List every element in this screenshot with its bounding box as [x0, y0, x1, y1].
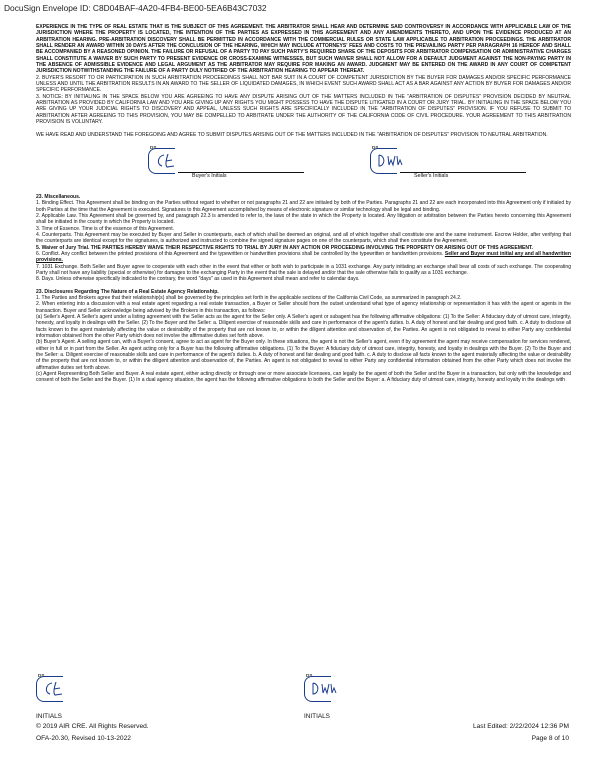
disclosures-section [36, 289, 571, 384]
seller-initials-signature-icon [376, 152, 404, 170]
seller-initials-label: Seller's Initials [414, 172, 449, 179]
buyer-initials-label: Buyer's Initials [192, 172, 227, 179]
buyer-initials-box[interactable] [148, 142, 308, 186]
arbitration-para-2: 2. BUYER'S RESORT TO OR PARTICIPATION IN SUCH ARBITRATION PROCEEDINGS SHALL NOT BAR SUIT IN A COURT OF COMPETENT JURISDICTION BY THE BUYER FOR DAMAGES AND/OR SPECIFIC PERFORMANCE UNLESS AND UNTIL THE ARBITRATION RESULTS IN AN AWARD TO THE SELLER OF LIQUIDATED DAMAGES, IN WHICH EVENT SUCH AWARD SHALL ACT AS A BAR AGAINST ANY ACTION BY BUYER FOR DAMAGES AND/OR SPECIFIC PERFORMANCE. [36, 74, 571, 94]
footer-initials-left: INITIALS [36, 713, 62, 720]
footer-seller-signature-icon [310, 680, 338, 698]
seller-initials-box[interactable] [370, 142, 530, 186]
footer-initials-right: INITIALS [304, 713, 330, 720]
arbitration-initials-row [36, 142, 571, 188]
misc-counterparts: 4. Counterparts. This Agreement may be executed by Buyer and Seller in counterparts, each of which shall be deemed an original, and all of which together shall constitute one and the same instrument. Escrow Holder, after verifying that the counterparts are identical except for the signatures, is authorized and instructed to combine the signed signature pages on one of the counterparts, which shall then constitute the Agreement. [36, 231, 571, 245]
ds-tag: DS [38, 673, 45, 678]
buyer-initials-signature-icon [154, 152, 182, 170]
misc-1031-exchange: 7. 1031 Exchange. Both Seller and Buyer agree to cooperate with each other in the event that either or both wish to participate in a 1031 exchange. Any party initiating an exchange shall bear all costs of such exchange. The cooperating Party shall not have any liability (special or otherwise) for damages to the exchanging Party in the event that the sale is delayed and/or that the sale otherwise fails to qualify as a 1031 exchange. [36, 263, 571, 276]
arbitration-bold-paragraph: EXPERIENCE IN THE TYPE OF REAL ESTATE THAT IS THE SUBJECT OF THIS AGREEMENT. THE ARBITRATOR SHALL HEAR AND DETERMINE SAID CONTROVERSY IN ACCORDANCE WITH APPLICABLE LAW OF THE JURISDICTION WHERE THE PROPERTY IS LOCATED, THE INTENTION OF THE PARTIES AS EXPRESSED IN THIS AGREEMENT AND ANY AMENDMENTS THERETO, AND UPON THE EVIDENCE PRODUCED AT AN ARBITRATION HEARING. PRE-ARBITRATION DISCOVERY SHALL BE PERMITTED IN ACCORDANCE WITH THE COMMERCIAL RULES OR STATE LAW APPLICABLE TO ARBITRATION PROCEEDINGS. THE ARBITRATOR SHALL RENDER AN AWARD WITHIN 30 DAYS AFTER THE CONCLUSION OF THE HEARING, WHICH MAY INCLUDE ATTORNEYS' FEES AND COSTS TO THE PREVAILING PARTY PER PARAGRAPH 16 HEREOF AND SHALL BE ACCOMPANIED BY A REASONED OPINION. THE FAILURE OR REFUSAL OF A PARTY TO PAY SUCH PARTY'S REQUIRED SHARE OF THE DEPOSITS FOR ARBITRATOR COMPENSATION OR ADMINISTRATIVE CHARGES SHALL CONSTITUTE A WAIVER BY SUCH PARTY TO PRESENT EVIDENCE OR CROSS-EXAMINE WITNESSES, BUT SUCH WAIVER SHALL NOT ALLOW FOR A DEFAULT JUDGMENT AGAINST THE NON-PAYING PARTY IN THE ABSENCE OF ADMISSIBLE EVIDENCE AND LEGAL ARGUMENT AS THE ARBITRATOR MAY REQUIRE FOR MAKING AN AWARD. JUDGMENT MAY BE ENTERED ON THE AWARD IN ANY COURT OF COMPETENT JURISDICTION NOTWITHSTANDING THE FAILURE OF A PARTY DULY NOTIFIED OF THE ARBITRATION HEARING TO APPEAR THEREAT. [36, 24, 571, 75]
footer-seller-initials-box[interactable] [304, 670, 364, 714]
misc-heading: 23. Miscellaneous. [36, 193, 81, 200]
ds-tag: DS [306, 673, 313, 678]
page-number: Page 8 of 10 [531, 735, 569, 742]
misc-applicable-law: 2. Applicable Law. This Agreement shall be governed by, and paragraph 22.3 is amended to refer to, the laws of the state in which the Property is located. Any litigation or arbitration between the Parties hereto concerning this Agreement shall be initiated in the county in which the Property is located. [36, 212, 571, 226]
copyright: © 2019 AIR CRE. All Rights Reserved. [36, 723, 149, 730]
disclosures-buyers-agent: (b) Buyer's Agent. A selling agent can, with a Buyer's consent, agree to act as agent for the Buyer only. In these situations, the agent is not the Seller's agent, even if by agreement the agent may receive compensation for services rendered, either in full or in part from the Seller. An agent acting only for a Buyer has the following affirmative obligations. (1) To the Buyer: A fiduciary duty of utmost care, integrity, honesty, and loyalty in dealings with the Buyer. (2) To the Buyer and the Seller: a. Diligent exercise of reasonable skills and care in performance of the agent's duties. b. A duty of honest and fair dealing and good faith. c. A duty to disclose all facts known to the agent materially affecting the value or desirability of the property that are not known to, or within the diligent attention and observation of, the Parties. An agent is not obligated to reveal to either Party any confidential information obtained from the other Party which does not involve the affirmative duties set forth above. [36, 339, 571, 371]
last-edited: Last Edited: 2/22/2024 12:36 PM [472, 723, 569, 730]
misc-conflict [36, 251, 571, 264]
footer-buyer-initials-box[interactable] [36, 670, 96, 714]
ds-tag: DS [372, 144, 379, 150]
misc-binding-effect: 1. Binding Effect. This Agreement shall be binding on the Parties without regard to whether or not paragraphs 21 and 22 are initialed by both of the Parties. Paragraphs 21 and 22 are each incorporated into this Agreement only if initialed by both Parties at the time that the Agreement is executed. Signatures to this Agreement accomplished by means of electronic signature or similar technology shall be legal and binding. [36, 200, 571, 213]
disclosures-heading: 23. Disclosures Regarding The Nature of a Real Estate Agency Relationship. [36, 288, 219, 295]
footer-buyer-signature-icon [42, 680, 70, 698]
arbitration-para-3: 3. NOTICE: BY INITIALING IN THE SPACE BELOW YOU ARE AGREEING TO HAVE ANY DISPUTE ARISING OUT OF THE MATTERS INCLUDED IN THE "ARBITRATION OF DISPUTES" PROVISION DECIDED BY NEUTRAL ARBITRATION AS PROVIDED BY CALIFORNIA LAW AND YOU ARE GIVING UP ANY RIGHTS YOU MIGHT POSSESS TO HAVE THE DISPUTE LITIGATED IN A COURT OR JURY TRIAL. BY INITIALING IN THE SPACE BELOW YOU ARE GIVING UP YOUR JUDICIAL RIGHTS TO DISCOVERY AND APPEAL, UNLESS SUCH RIGHTS ARE SPECIFICALLY INCLUDED IN THE "ARBITRATION OF DISPUTES" PROVISION. IF YOU REFUSE TO SUBMIT TO ARBITRATION AFTER AGREEING TO THIS PROVISION, YOU MAY BE COMPELLED TO ARBITRATE UNDER THE AUTHORITY OF THE CALIFORNIA CODE OF CIVIL PROCEDURE. YOUR AGREEMENT TO THIS ARBITRATION PROVISION IS VOLUNTARY. [36, 93, 571, 126]
misc-days: 8. Days. Unless otherwise specifically indicated to the contrary, the word "days" as used in this Agreement shall mean and refer to calendar days. [36, 276, 360, 283]
ds-tag: DS [150, 144, 157, 150]
disclosures-sellers-agent: (a) Seller's Agent. A Seller's agent under a listing agreement with the Seller acts as the agent for the Seller only. A Seller's agent or subagent has the following affirmative obligations: (1) To the Seller: A fiduciary duty of utmost care, integrity, honesty, and loyalty in dealings with the Seller. (2) To the Buyer and the Seller: a. Diligent exercise of reasonable skills and care in performance of the agent's duties. b. A duty of honest and fair dealing and good faith. c. A duty to disclose all facts known to the agent materially affecting the value or desirability of the property that are not known to, or within the diligent attention and observation of, the Parties. An agent is not obligated to reveal to either Party any confidential information obtained from the other Party which does not involve the affirmative duties set forth above. [36, 314, 571, 340]
disclosures-para-2: 2. When entering into a discussion with a real estate agent regarding a real estate transaction, a Buyer or Seller should from the outset understand what type of agency relationship or representation it has with the agent or agents in the transaction. Buyer and Seller acknowledge being advised by the Brokers in this transaction, as follows: [36, 301, 571, 314]
page-body [36, 24, 571, 384]
envelope-id: DocuSign Envelope ID: C8D04BAF-4A20-4FB4-BE00-5EA6B43C7032 [4, 3, 267, 13]
misc-conflict-underlined: Seller and Buyer must initial any and all handwritten provisions. [36, 250, 572, 264]
misc-jury-waiver: 5. Waiver of Jury Trial. THE PARTIES HEREBY WAIVE THEIR RESPECTIVE RIGHTS TO TRIAL BY JURY IN ANY ACTION OR PROCEEDING INVOLVING THE PROPERTY OR ARISING OUT OF THIS AGREEMENT. [36, 244, 533, 251]
arbitration-consent: WE HAVE READ AND UNDERSTAND THE FOREGOING AND AGREE TO SUBMIT DISPUTES ARISING OUT OF THE MATTERS INCLUDED IN THE "ARBITRATION OF DISPUTES" PROVISION TO NEUTRAL ARBITRATION. [36, 131, 548, 138]
miscellaneous-section [36, 194, 571, 283]
misc-time-of-essence: 3. Time of Essence. Time is of the essence of this Agreement. [36, 225, 175, 232]
misc-conflict-text: 6. Conflict. Any conflict between the printed provisions of this Agreement and the typewritten or handwritten provisions shall be controlled by the typewritten or handwritten provisions. [36, 250, 444, 257]
disclosures-dual-agent: (c) Agent Representing Both Seller and Buyer. A real estate agent, either acting directly or through one or more associate licensees, can legally be the agent of both the Seller and the Buyer in a transaction, but only with the knowledge and consent of both the Seller and the Buyer. (1) In a dual agency situation, the agent has the following affirmative obligations to both the Seller and the Buyer: a. A fiduciary duty of utmost care, integrity, honesty and loyalty in the dealings with [36, 371, 571, 384]
disclosures-para-1: 1. The Parties and Brokers agree that their relationship(s) shall be governed by the principles set forth in the applicable sections of the California Civil Code, as summarized in paragraph 24.2. [36, 295, 462, 301]
form-revision: OFA-20.30, Revised 10-13-2022 [36, 735, 131, 742]
